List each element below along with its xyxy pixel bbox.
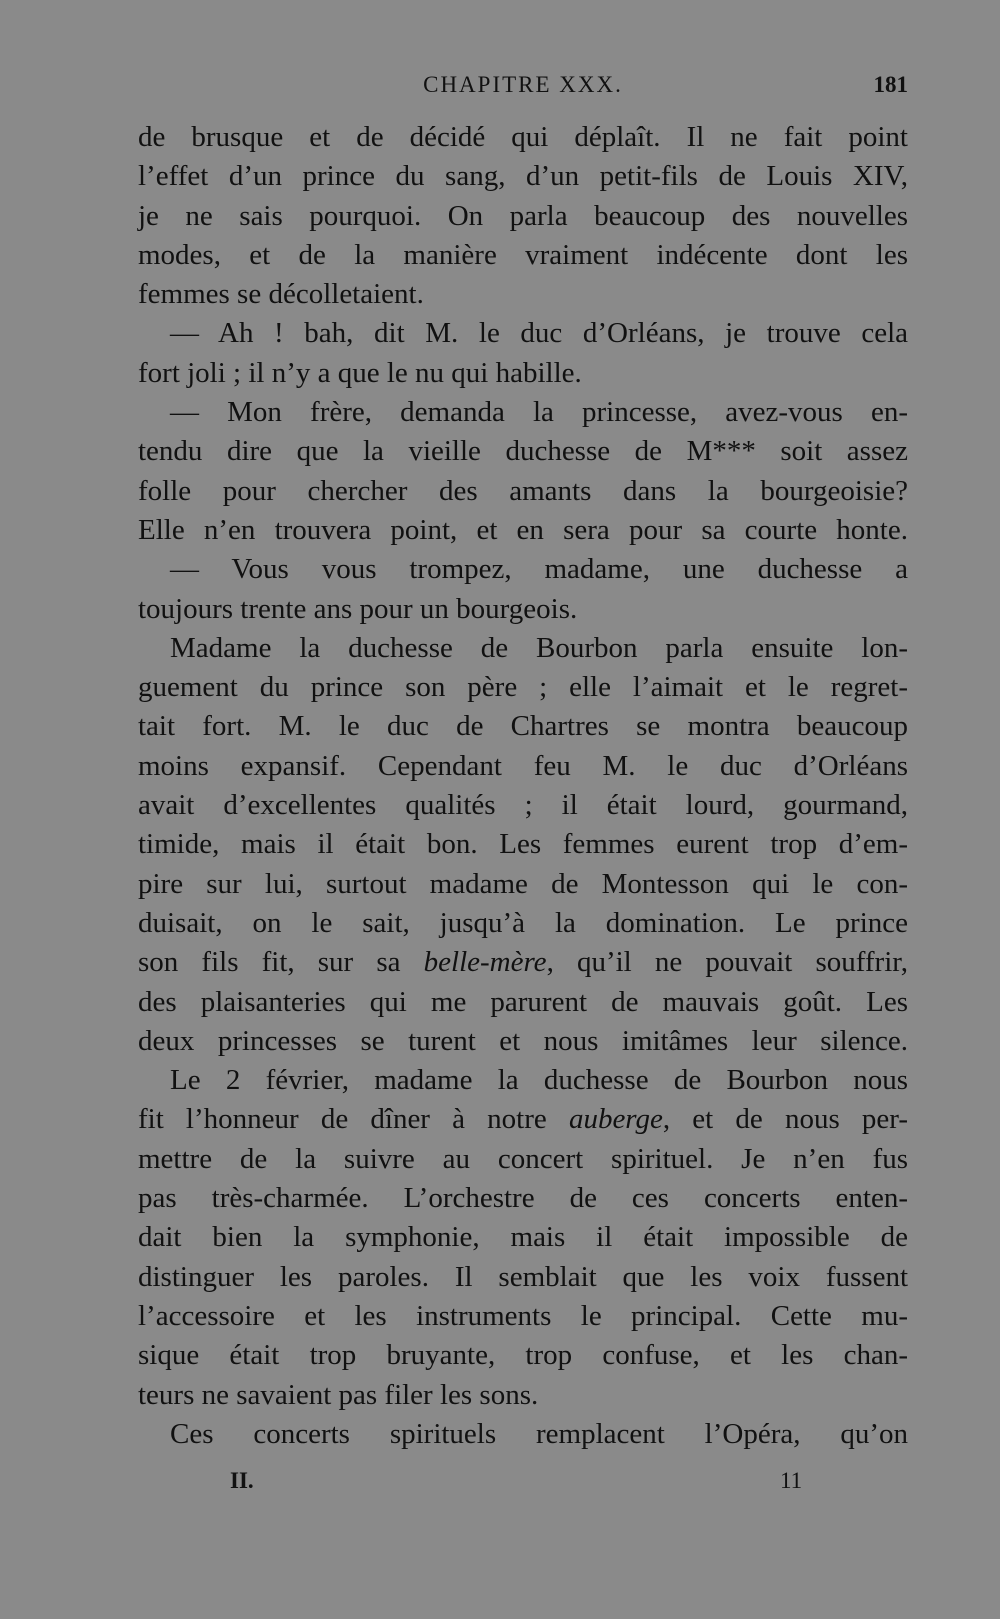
- text-run: fort joli ; il n’y a que le nu qui habille.: [138, 356, 582, 389]
- text-run: Elle n’en trouvera point, et en sera pour sa courte honte.: [138, 513, 908, 546]
- text-line: [138, 668, 908, 707]
- text-line: [138, 1100, 908, 1139]
- text-line: [138, 707, 908, 746]
- text-run: folle pour chercher des amants dans la bourgeoisie?: [138, 474, 908, 507]
- text-line: [138, 825, 908, 864]
- text-run: duisait, on le sait, jusqu’à la domination. Le prince: [138, 906, 908, 939]
- text-run: — Vous vous trompez, madame, une duchesse a: [170, 553, 908, 586]
- text-line: [138, 943, 908, 982]
- text-line: [138, 550, 908, 589]
- text-run: modes, et de la manière vraiment indécente dont les: [138, 238, 908, 271]
- text-line: [138, 1022, 908, 1061]
- text-run: de brusque et de décidé qui déplaît. Il ne fait point: [138, 121, 908, 153]
- page-number: 181: [873, 72, 908, 97]
- text-run: , qu’il ne pouvait souffrir,: [546, 946, 909, 979]
- text-line: [138, 472, 908, 511]
- text-line: [138, 1061, 908, 1100]
- text-run: l’accessoire et les instruments le principal. Cette mu-: [138, 1299, 908, 1332]
- text-run: Ces concerts spirituels remplacent l’Opéra, qu’on: [170, 1417, 908, 1450]
- text-run: l’effet d’un prince du sang, d’un petit-fils de Louis XIV,: [138, 160, 908, 193]
- text-line: [138, 1297, 908, 1336]
- text-line: [138, 1336, 908, 1375]
- text-run: teurs ne savaient pas filer les sons.: [138, 1378, 539, 1411]
- text-line: [138, 1140, 908, 1179]
- page-header: [138, 72, 908, 106]
- text-run: fit l’honneur de dîner à notre: [138, 1103, 547, 1136]
- text-line: [138, 865, 908, 904]
- text-line: [138, 747, 908, 786]
- text-run: pire sur lui, surtout madame de Montesson qui le con-: [138, 867, 908, 900]
- text-line: [138, 157, 908, 196]
- italic-word: auberge: [568, 1103, 663, 1136]
- text-run: — Ah ! bah, dit M. le duc d’Orléans, je trouve cela: [170, 317, 908, 350]
- text-run: son fils fit, sur sa: [138, 946, 401, 979]
- text-run: toujours trente ans pour un bourgeois.: [138, 592, 578, 625]
- text-run: dait bien la symphonie, mais il était impossible de: [138, 1221, 908, 1254]
- running-head: CHAPITRE XXX.: [423, 72, 623, 97]
- text-run: pas très-charmée. L’orchestre de ces concerts enten-: [138, 1182, 908, 1215]
- body-text: [138, 118, 908, 1454]
- text-line: [138, 786, 908, 825]
- text-line: [138, 629, 908, 668]
- sheet-number: 11: [780, 1468, 803, 1493]
- text-line: [138, 1258, 908, 1297]
- text-run: sique était trop bruyante, trop confuse, et les chan-: [138, 1339, 908, 1372]
- text-run: mettre de la suivre au concert spirituel. Je n’en fus: [138, 1142, 908, 1175]
- text-run: femmes se décolletaient.: [138, 278, 424, 311]
- text-line: [138, 590, 908, 629]
- text-line: [138, 1179, 908, 1218]
- text-line: [138, 118, 908, 157]
- text-run: avait d’excellentes qualités ; il était lourd, gourmand,: [138, 789, 908, 822]
- text-line: [138, 904, 908, 943]
- text-line: [138, 354, 908, 393]
- text-line: [138, 1218, 908, 1257]
- text-line: [138, 1376, 908, 1415]
- italic-word: belle-mère: [423, 946, 547, 979]
- text-run: je ne sais pourquoi. On parla beaucoup des nouvelles: [138, 199, 908, 232]
- page-footer: [230, 1468, 810, 1504]
- text-line: [138, 511, 908, 550]
- text-run: distinguer les paroles. Il semblait que les voix fussent: [138, 1260, 908, 1293]
- text-run: tait fort. M. le duc de Chartres se montra beaucoup: [138, 710, 908, 743]
- signature-mark: II.: [230, 1468, 254, 1493]
- text-line: [138, 314, 908, 353]
- text-run: deux princesses se turent et nous imitâmes leur silence.: [138, 1024, 908, 1057]
- text-run: tendu dire que la vieille duchesse de M*** soit assez: [138, 435, 908, 468]
- text-line: [138, 983, 908, 1022]
- text-line: [138, 197, 908, 236]
- text-run: guement du prince son père ; elle l’aimait et le regret-: [138, 671, 908, 704]
- text-run: timide, mais il était bon. Les femmes eurent trop d’em-: [138, 828, 908, 861]
- text-run: Le 2 février, madame la duchesse de Bourbon nous: [170, 1064, 908, 1097]
- text-run: — Mon frère, demanda la princesse, avez-vous en-: [170, 396, 908, 429]
- text-line: [138, 236, 908, 275]
- text-run: des plaisanteries qui me parurent de mauvais goût. Les: [138, 985, 908, 1018]
- text-run: Madame la duchesse de Bourbon parla ensuite lon-: [170, 631, 908, 664]
- text-line: [138, 432, 908, 471]
- text-run: moins expansif. Cependant feu M. le duc d’Orléans: [138, 749, 908, 782]
- text-line: [138, 393, 908, 432]
- text-line: [138, 275, 908, 314]
- text-line: [138, 1415, 908, 1454]
- text-run: , et de nous per-: [662, 1103, 908, 1136]
